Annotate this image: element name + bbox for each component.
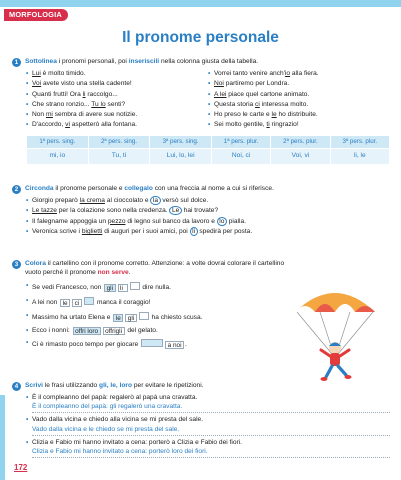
list-item: • Sei molto gentile, ti ringrazio!: [208, 121, 390, 130]
exercise-number: 3: [12, 260, 21, 269]
sentence-list-left: [26, 70, 208, 132]
list-item: • Le tazze per la colazione sono nella credenza. Le hai trovate?: [26, 207, 390, 216]
circled-pronoun[interactable]: li: [190, 227, 198, 236]
parachute-character-icon: [290, 282, 380, 392]
list-item: • Veronica scrive i biglietti di auguri per i suoi amici, poi li spedirà per posta.: [26, 228, 390, 237]
pronoun-tag[interactable]: gli: [104, 284, 115, 292]
circled-pronoun[interactable]: la: [150, 196, 160, 205]
answer-line[interactable]: È il compleanno del papà: gli regalerò una cravatta.: [32, 403, 390, 413]
list-item: • Vado dalla vicina e chiedo alla vicina se mi presta del sale. Vado dalla vicina e le chiedo se mi presta del sale.: [26, 416, 390, 435]
table-header: 2ª pers. sing.: [88, 135, 150, 148]
pronoun-tag[interactable]: a noi: [165, 341, 184, 349]
exercise-2: [12, 185, 390, 238]
list-item: • Che strano ronzio... Tu lo senti?: [26, 101, 208, 110]
table-cell[interactable]: Lui, lo, lei: [150, 148, 212, 164]
table-cell[interactable]: Voi, vi: [271, 148, 330, 164]
pronoun-tag-empty[interactable]: [84, 297, 94, 305]
list-item: • Noi partiremo per Londra.: [208, 80, 390, 89]
exercise-3: [12, 260, 292, 354]
exercise-instruction: Sottolinea i pronomi personali, poi inseriscili nella colonna giusta della tabella.: [25, 58, 259, 65]
table-header: 3ª pers. plur.: [330, 135, 389, 148]
exercise-number: 1: [12, 58, 21, 67]
list-item: • Non mi sembra di avere sue notizie.: [26, 111, 208, 120]
table-cell[interactable]: Tu, ti: [88, 148, 150, 164]
table-header: 3ª pers. sing.: [150, 135, 212, 148]
list-item: • Vorrei tanto venire anch'io alla fiera.: [208, 70, 390, 79]
pronoun-table: [26, 135, 390, 165]
page-title: Il pronome personale: [122, 29, 279, 46]
pronoun-tag[interactable]: offri loro: [73, 327, 101, 335]
list-item: • Se vedi Francesco, non gli li dire nulla.: [26, 282, 292, 293]
sentence-list: [26, 197, 390, 237]
circled-pronoun[interactable]: lo: [217, 217, 227, 226]
page-number: 172: [14, 463, 28, 472]
section-tag: MORFOLOGIA: [4, 9, 68, 21]
list-item: • È il compleanno del papà: regalerò al papà una cravatta. È il compleanno del papà: gli regalerò una cravatta.: [26, 394, 390, 413]
pronoun-tag-empty[interactable]: [141, 339, 163, 347]
sentence-list-right: [208, 70, 390, 132]
list-item: • Massimo ha urtato Elena e le gli ha chiesto scusa.: [26, 312, 292, 323]
rewrite-list: [26, 394, 390, 458]
list-item: • Clizia e Fabio mi hanno invitato a cena: porterò a Clizia e Fabio dei fiori. Clizia e Fabio mi hanno invitato a cena: porterò loro dei fiori.: [26, 439, 390, 458]
pronoun-tag[interactable]: le: [113, 314, 123, 322]
answer-line[interactable]: Vado dalla vicina e le chiedo se mi presta del sale.: [32, 426, 390, 436]
pronoun-tag-empty[interactable]: [130, 282, 140, 290]
table-cell[interactable]: mi, io: [27, 148, 89, 164]
list-item: • D'accordo, vi aspetterò alla fontana.: [26, 121, 208, 130]
table-header: 1ª pers. sing.: [27, 135, 89, 148]
top-color-bar: [0, 0, 401, 7]
list-item: • A lei piace quel cartone animato.: [208, 91, 390, 100]
side-stripe: [0, 395, 5, 480]
exercise-number: 4: [12, 382, 21, 391]
list-item: • Giorgio preparò la crema al cioccolato e la versò sul dolce.: [26, 197, 390, 206]
pronoun-tag[interactable]: le: [60, 299, 70, 307]
exercise-number: 2: [12, 185, 21, 194]
pronoun-tag[interactable]: offrigli: [103, 327, 125, 335]
table-header: 2ª pers. plur.: [271, 135, 330, 148]
answer-line[interactable]: Clizia e Fabio mi hanno invitato a cena: porterò loro dei fiori.: [32, 448, 390, 458]
exercise-4: [12, 382, 390, 461]
exercise-instruction: Colora il cartellino con il pronome corretto. Attenzione: a volte dovrai colorare il cartellino vuoto perché il pronome non serve.: [25, 260, 285, 276]
list-item: • Il falegname appoggia un pezzo di legno sul banco da lavoro e lo pialla.: [26, 218, 390, 227]
list-item: • Lui è molto timido.: [26, 70, 208, 79]
table-cell[interactable]: Noi, ci: [211, 148, 270, 164]
pronoun-tag[interactable]: ci: [72, 299, 82, 307]
table-header: 1ª pers. plur.: [211, 135, 270, 148]
table-cell[interactable]: li, le: [330, 148, 389, 164]
list-item: • Quanti frutti! Ora li raccolgo...: [26, 91, 208, 100]
list-item: • Ho preso le carte e le ho distribuite.: [208, 111, 390, 120]
list-item: • Voi avete visto una stella cadente!: [26, 80, 208, 89]
list-item: • Ecco i nonni: offri loro offrigli del gelato.: [26, 327, 292, 336]
pronoun-tag[interactable]: li: [118, 284, 128, 292]
pronoun-tag-empty[interactable]: [139, 312, 149, 320]
exercise-instruction: Circonda il pronome personale e collegalo con una freccia al nome a cui si riferisce.: [25, 185, 274, 192]
sentence-list: [26, 282, 292, 350]
list-item: • Ci è rimasto poco tempo per giocare a noi .: [26, 339, 292, 350]
list-item: • Questa storia ci interessa molto.: [208, 101, 390, 110]
circled-pronoun[interactable]: Le: [169, 206, 181, 215]
exercise-1: [12, 58, 390, 165]
pronoun-tag[interactable]: gli: [125, 314, 136, 322]
list-item: • A lei non le ci manca il coraggio!: [26, 297, 292, 308]
exercise-instruction: Scrivi le frasi utilizzando gli, le, loro per evitare le ripetizioni.: [25, 382, 204, 389]
